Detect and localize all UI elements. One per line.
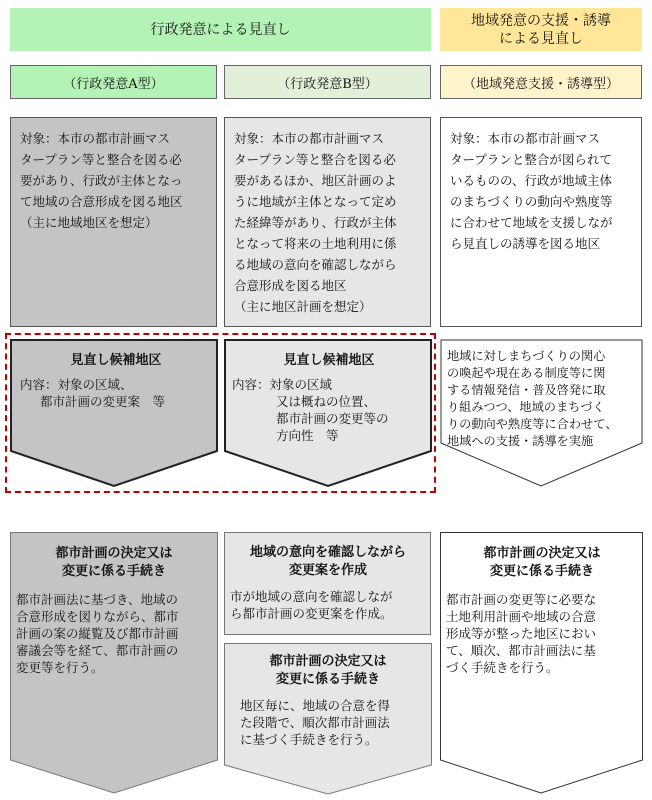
target-b-line: （主に地区計画を想定） <box>234 299 372 314</box>
candidate-a-line: 対象の区域、 <box>57 377 133 392</box>
candidate-c-line: り組みつつ、地域のまちづく <box>447 400 605 414</box>
target-b-line: うに地域が主体となって定め <box>234 194 397 209</box>
candidate-c-content <box>447 348 639 450</box>
candidate-a-title: 見直し候補地区 <box>70 353 162 368</box>
target-b-box <box>224 117 431 327</box>
target-c-line: 対象：本市の都市計画マス <box>450 131 601 146</box>
procedure-a-line: 計画の案の縦覧及び都市計画 <box>16 626 179 641</box>
target-b-line: た経緯等があり、行政が主体 <box>234 215 397 230</box>
procedure-b1-title-line: 変更案を作成 <box>288 563 367 578</box>
type-a-label-box <box>10 65 217 99</box>
procedure-b1-title-line: 地域の意向を確認しながら <box>249 545 406 560</box>
candidate-b-line: 対象の区域 <box>269 377 333 392</box>
procedure-b2-line: 地区毎に、地域の合意を得 <box>240 698 391 713</box>
header-admin-initiated <box>10 8 431 51</box>
target-b-line: となって将来の土地利用に係 <box>234 236 397 251</box>
candidate-b-line: 都市計画の変更等の <box>276 411 389 426</box>
candidate-b-title: 見直し候補地区 <box>283 353 375 368</box>
target-b-line: 要があるほか、地区計画のよ <box>234 173 397 188</box>
target-c-line: ら見直しの誘導を図る地区 <box>450 236 601 251</box>
procedure-a-line: 都市計画法に基づき、地域の <box>16 592 179 607</box>
header-community-line2: による見直し <box>499 30 583 47</box>
header-community-initiated <box>440 8 642 51</box>
procedure-a-line: 審議会等を経て、都市計画の <box>16 643 179 658</box>
procedure-c-line: 土地利用計画や地域の合意 <box>446 609 597 624</box>
target-a-line: （主に地域地区を想定） <box>20 215 158 230</box>
target-c-line: いるものの、行政が地域主体 <box>450 173 613 188</box>
type-a-label: （行政発意A型） <box>63 76 164 92</box>
target-c-line: タープランと整合が図られて <box>450 152 612 167</box>
target-c-line: のまちづくりの動向や熟度等 <box>450 194 613 209</box>
procedure-a-line: 合意形成を図りながら、都市 <box>16 609 179 624</box>
procedure-b2-title-line: 変更に係る手続き <box>275 672 380 687</box>
target-b-line: 合意形成を図る地区 <box>234 278 347 293</box>
type-b-label-box <box>224 65 431 99</box>
procedure-a-content <box>16 545 212 676</box>
procedure-b2-content <box>230 653 426 748</box>
target-c-line: に合わせて地域を支援しなが <box>450 215 613 230</box>
procedure-a-line: 変更等を行う。 <box>16 660 104 675</box>
candidate-b-line: 方向性 等 <box>276 428 339 443</box>
type-c-label-box <box>440 65 642 99</box>
target-a-line: て地域の合意形成を図る地区 <box>20 194 183 209</box>
candidate-b-content <box>232 352 426 444</box>
procedure-c-title-line: 都市計画の決定又は <box>483 546 601 561</box>
candidate-b-line: 又は概ねの位置、 <box>276 394 377 409</box>
procedure-c-line: づく手続きを行う。 <box>446 660 559 675</box>
target-b-line: タープラン等と整合を図る必 <box>234 152 396 167</box>
procedure-a-title-line: 都市計画の決定又は <box>55 546 173 561</box>
target-b-line: 対象：本市の都市計画マス <box>234 131 385 146</box>
header-admin-label: 行政発意による見直し <box>150 21 291 38</box>
procedure-b2-line: に基づく手続きを行う。 <box>240 732 378 747</box>
candidate-c-line: 地域に対しまちづくりの関心 <box>447 349 606 363</box>
target-a-line: 対象：本市の都市計画マス <box>20 131 171 146</box>
candidate-a-content <box>20 352 212 410</box>
procedure-c-title-line: 変更に係る手続き <box>489 564 594 579</box>
candidate-b-label: 内容： <box>232 377 270 392</box>
procedure-b2-line: た段階で、順次都市計画法 <box>240 715 390 730</box>
procedure-a-title-line: 変更に係る手続き <box>61 564 166 579</box>
candidate-a-label: 内容： <box>20 377 58 392</box>
target-b-line: る地域の意向を確認しながら <box>234 257 397 272</box>
procedure-b1-line: ら都市計画の変更案を作成。 <box>230 606 393 621</box>
procedure-c-line: 形成等が整った地区におい <box>446 626 597 641</box>
target-c-box <box>440 117 642 327</box>
type-b-label: （行政発意B型） <box>277 76 378 92</box>
procedure-c-content <box>446 545 638 676</box>
procedure-b1-content <box>230 544 426 622</box>
candidate-c-line: 地域への支援・誘導を実施 <box>447 434 594 448</box>
target-a-line: 要があり、行政が主体となっ <box>20 173 183 188</box>
header-community-line1: 地域発意の支援・誘導 <box>471 12 611 29</box>
procedure-c-line: て、順次、都市計画法に基 <box>446 643 596 658</box>
procedure-b2-title-line: 都市計画の決定又は <box>269 654 387 669</box>
candidate-a-line: 都市計画の変更案 等 <box>40 394 166 409</box>
target-a-box <box>10 117 217 327</box>
target-a-line: タープラン等と整合を図る必 <box>20 152 182 167</box>
procedure-c-line: 都市計画の変更等に必要な <box>446 592 597 607</box>
candidate-c-line: する情報発信・普及啓発に取 <box>447 383 606 397</box>
candidate-c-line: の喚起や現在ある制度等に関 <box>447 366 606 380</box>
candidate-c-line: りの動向や熟度等に合わせて、 <box>447 417 618 431</box>
type-c-label: （地域発意支援・誘導型） <box>462 76 619 92</box>
procedure-b1-line: 市が地域の意向を確認しなが <box>230 589 393 604</box>
